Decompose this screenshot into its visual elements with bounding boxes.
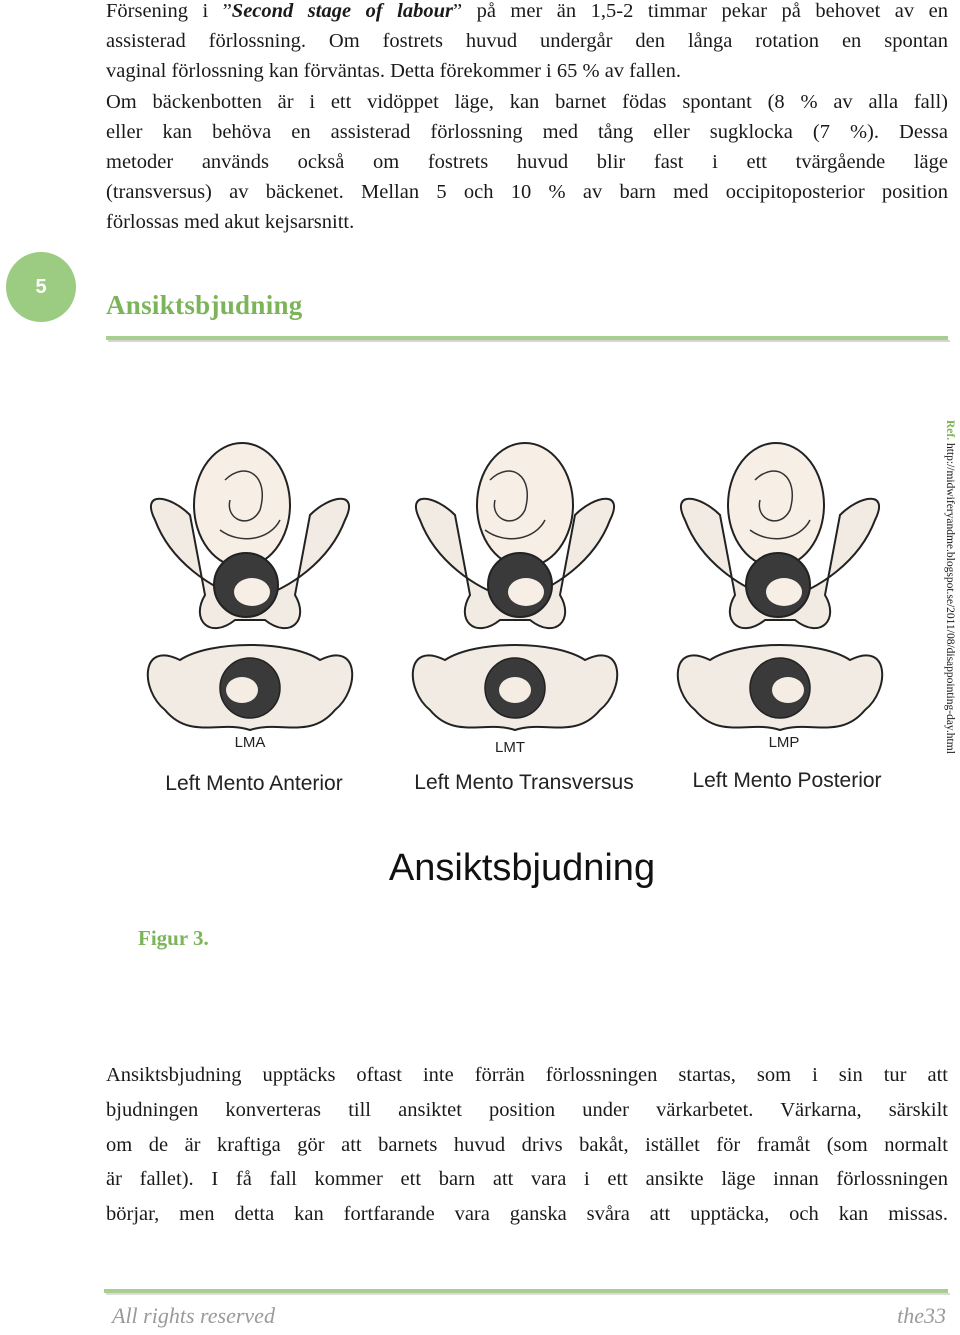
intro-line: assisterad förlossning. Om fostrets huvud undergår den långa rotation en spontan	[106, 30, 948, 53]
figure-caption: Figur 3.	[138, 926, 209, 950]
position-code-lmt: LMT	[495, 739, 525, 756]
fetus-face	[766, 578, 802, 606]
fetus-illustrations	[148, 443, 882, 730]
position-name-lmt: Left Mento Transversus	[414, 771, 634, 794]
intro-line: metoder används också om fostrets huvud blir fast i ett tvärgående läge	[106, 151, 948, 174]
reference-url[interactable]: http://midwiferyandme.blogspot.se/2011/08/disappointing-day.html	[944, 443, 956, 754]
position-code-lma: LMA	[234, 734, 266, 751]
position-name-lmp: Left Mento Posterior	[692, 769, 882, 792]
fetus-body	[728, 443, 824, 567]
fetus-face	[234, 578, 270, 606]
fetus-face-top	[226, 677, 258, 703]
body-line: bjudningen konverteras till ansiktet position under värkarbetet. Värkarna, särskilt	[106, 1098, 948, 1121]
intro-paragraph	[106, 0, 948, 238]
intro-line: (transversus) av bäckenet. Mellan 5 och 10 % av barn med occipitoposterior position	[106, 181, 948, 204]
intro-line: vaginal förlossning kan förväntas. Detta förekommer i 65 % av fallen.	[106, 60, 681, 83]
body-line: är fallet). I få fall kommer ett barn att vara i ett ansikte läge innan förlossningen	[106, 1168, 948, 1191]
reference-label: Ref.	[944, 420, 956, 441]
intro-line-1: Försening i ”Second stage of labour” på mer än 1,5-2 timmar pekar på behovet av en	[106, 0, 948, 22]
intro-line: eller kan behöva en assisterad förlossning med tång eller sugklocka (7 %). Dessa	[106, 120, 948, 143]
page-number: the33	[897, 1303, 946, 1328]
position-code-lmp: LMP	[768, 734, 800, 751]
footer-rights: All rights reserved	[112, 1303, 275, 1328]
figure-title: Ansiktsbjudning	[388, 847, 656, 889]
position-name-lma: Left Mento Anterior	[165, 772, 343, 795]
fetus-body	[477, 443, 573, 567]
intro-line: förlossas med akut kejsarsnitt.	[106, 211, 355, 234]
fetus-body	[194, 443, 290, 567]
section-number-badge: 5	[6, 252, 76, 322]
fetus-face-top	[499, 677, 531, 703]
figure-reference	[940, 420, 958, 790]
fetus-face	[508, 578, 544, 606]
section-divider-shadow	[108, 340, 950, 342]
body-paragraph	[106, 1058, 948, 1232]
fetus-face-top	[772, 677, 804, 703]
section-title: Ansiktsbjudning	[106, 290, 303, 320]
footer-divider-shadow	[106, 1293, 950, 1295]
body-line: Ansiktsbjudning upptäcks oftast inte förrän förlossningen startas, som i sin tur att	[106, 1064, 948, 1086]
intro-line: Om bäckenbotten är i ett vidöppet läge, kan barnet födas spontant (8 % av alla fall)	[106, 90, 948, 113]
body-line: börjar, men detta kan fortfarande vara ganska svåra att upptäcka, och kan missas.	[106, 1203, 948, 1226]
face-presentation-figure	[130, 420, 930, 900]
body-line: om de är kraftiga gör att barnets huvud drivs bakåt, istället för framåt (som normalt	[106, 1133, 948, 1156]
